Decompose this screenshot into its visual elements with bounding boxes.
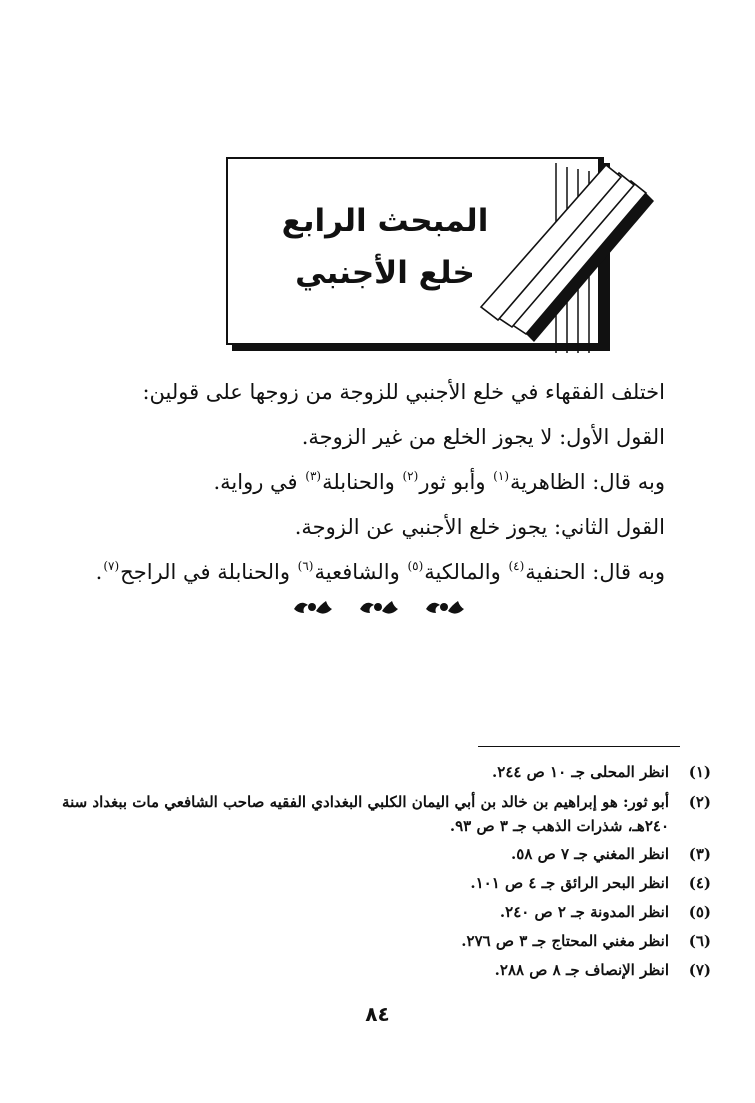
paragraph-text: وأبو ثور — [419, 470, 493, 494]
paragraph — [65, 415, 665, 460]
footnote-number: (٥) — [688, 903, 711, 921]
footnote-reference: (١) — [493, 469, 509, 483]
footnote-text: انظر المغني جـ ٧ ص ٥٨. — [511, 845, 669, 863]
footnote-separator — [478, 746, 680, 747]
paragraph-text: والحنابلة — [322, 470, 402, 494]
footnote-number: (٣) — [688, 845, 711, 863]
section-title — [250, 195, 520, 299]
footnote-reference: (٧) — [103, 559, 120, 573]
paragraph-text: وبه قال: الظاهرية — [510, 470, 665, 494]
section-title-line-2: خلع الأجنبي — [295, 255, 475, 291]
footnotes — [31, 758, 711, 985]
footnote-reference: (٤) — [508, 559, 525, 573]
paragraph — [65, 550, 665, 595]
main-text — [65, 370, 665, 595]
paragraph-text: القول الثاني: يجوز خلع الأجنبي عن الزوجة. — [294, 515, 665, 539]
footnote-number: (٧) — [688, 961, 711, 979]
footnote — [31, 790, 711, 838]
paragraph-text: القول الأول: لا يجوز الخلع من غير الزوجة. — [301, 425, 665, 449]
footnote — [31, 758, 711, 787]
paragraph-text: . — [95, 560, 103, 584]
footnote-text: انظر الإنصاف جـ ٨ ص ٢٨٨. — [494, 961, 669, 979]
paragraph-text: والمالكية — [424, 560, 508, 584]
footnote — [31, 956, 711, 985]
ornament-divider — [290, 595, 470, 619]
footnote — [31, 927, 711, 956]
paragraph-text: وبه قال: الحنفية — [525, 560, 665, 584]
footnote-reference: (٣) — [305, 469, 322, 483]
footnote — [31, 840, 711, 869]
footnote-text: انظر مغني المحتاج جـ ٣ ص ٢٧٦. — [461, 932, 669, 950]
footnote-text: انظر البحر الرائق جـ ٤ ص ١٠١. — [470, 874, 669, 892]
section-title-line-1: المبحث الرابع — [281, 203, 489, 239]
footnote-number: (٤) — [688, 874, 711, 892]
paragraph — [65, 505, 665, 550]
footnote-reference: (٥) — [407, 559, 424, 573]
footnote-reference: (٦) — [297, 559, 314, 573]
footnote-number: (٢) — [688, 793, 711, 811]
footnote-number: (١) — [688, 763, 711, 781]
paragraph — [65, 460, 665, 505]
footnote — [31, 869, 711, 898]
footnote-number: (٦) — [688, 932, 711, 950]
footnote-text: انظر المحلى جـ ١٠ ص ٢٤٤. — [492, 763, 669, 781]
footnote-reference: (٢) — [402, 469, 419, 483]
footnote-text: أبو ثور: هو إبراهيم بن خالد بن أبي اليمان الكلبي البغدادي الفقيه صاحب الشافعي مات ببغداد سنة ٢٤٠هـ، شذرات الذهب جـ ٣ ص ٩٣. — [62, 793, 669, 835]
footnote — [31, 898, 711, 927]
paragraph-text: في رواية. — [213, 470, 305, 494]
paragraph-text: والشافعية — [314, 560, 407, 584]
paragraph-text: والحنابلة في الراجح — [120, 560, 297, 584]
page-number: ٨٤ — [365, 1002, 390, 1026]
footnote-text: انظر المدونة جـ ٢ ص ٢٤٠. — [499, 903, 669, 921]
paragraph-text: اختلف الفقهاء في خلع الأجنبي للزوجة من زوجها على قولين: — [142, 380, 665, 404]
paragraph — [65, 370, 665, 415]
